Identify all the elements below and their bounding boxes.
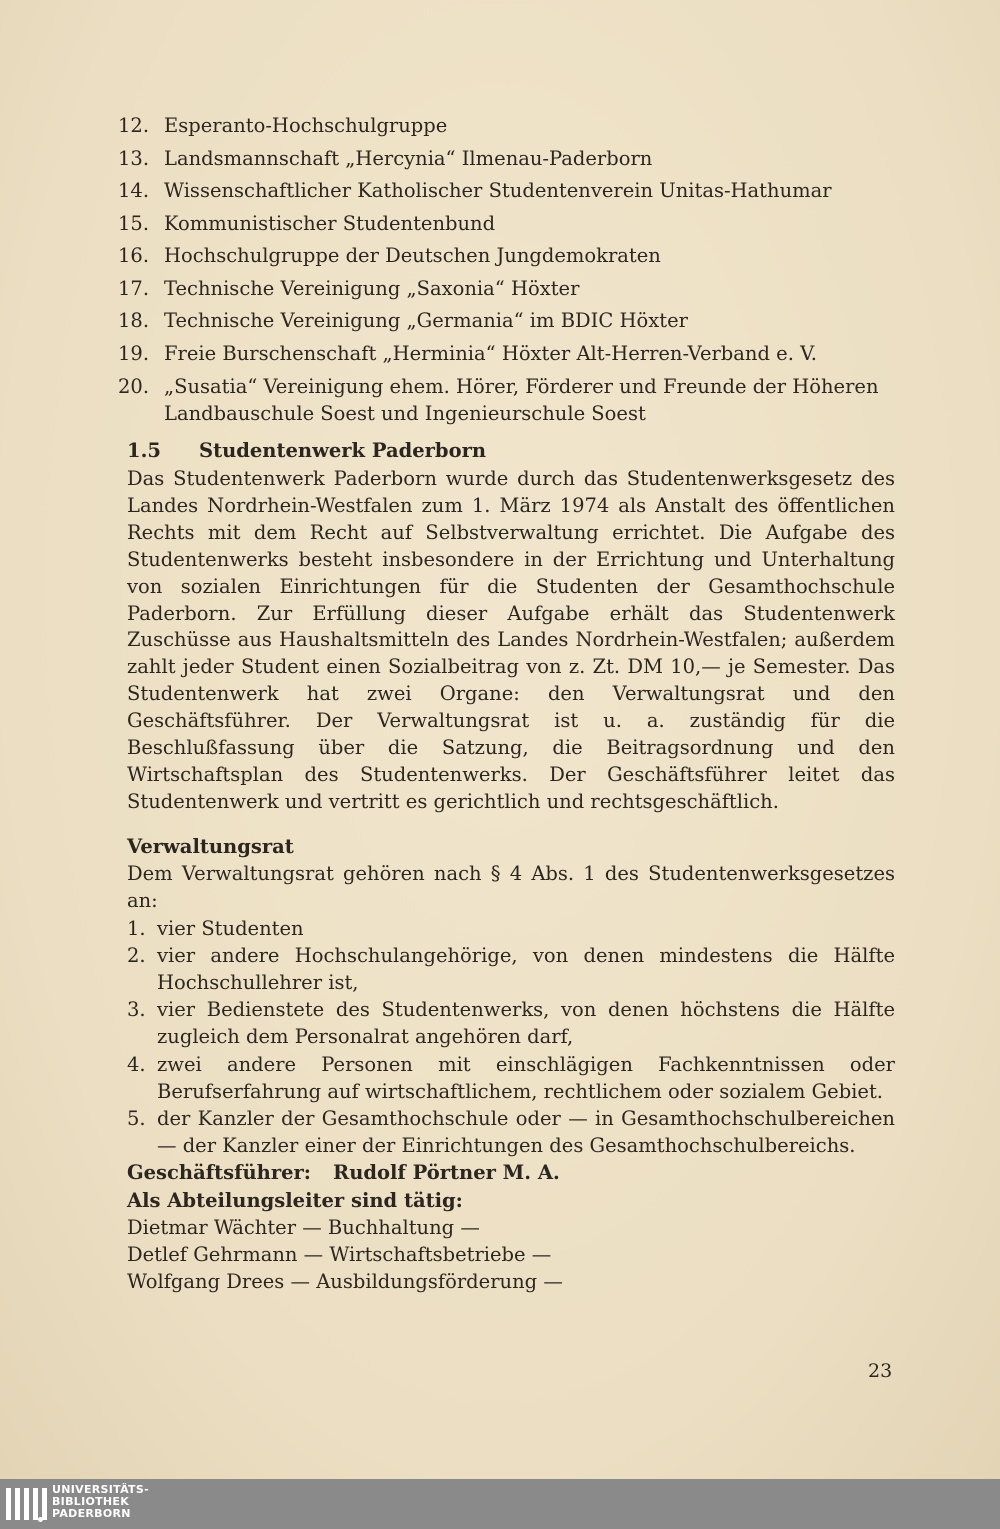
list-item: 1. vier Studenten [127,916,304,940]
department-head: Detlef Gehrmann — Wirtschaftsbetriebe — [127,1243,552,1267]
verwaltungsrat-members-list [127,915,895,1160]
verwaltungsrat-intro: Dem Verwaltungsrat gehören nach § 4 Abs. 1 des Studentenwerksgesetzes an: [127,861,895,912]
library-footer-bar [0,1479,1000,1529]
list-item: 17. Technische Vereinigung „Saxonia“ Höxter [118,276,580,300]
list-item: 16. Hochschulgruppe der Deutschen Jungdemokraten [118,244,661,267]
list-item: 19. Freie Burschenschaft „Herminia“ Höxter Alt-Herren-Verband e. V. [118,341,817,365]
page-number: 23 [868,1360,893,1382]
department-head: Wolfgang Drees — Ausbildungsförderung — [127,1269,563,1293]
list-item: 5. der Kanzler der Gesamthochschule oder — in Gesamthochschulbereichen — der Kanzler einer der Einrichtungen des Gesamthochschulbereichs. [127,1107,895,1158]
list-item: 14. Wissenschaftlicher Katholischer Studentenverein Unitas-Hathumar [118,179,832,202]
list-item: 15. Kommunistischer Studentenbund [118,211,496,235]
section-studentenwerk [127,436,895,1295]
library-logo-icon [6,1488,47,1520]
list-item: 12. Esperanto-Hochschulgruppe [118,114,448,137]
list-item: 13. Landsmannschaft „Hercynia“ Ilmenau-Paderborn [118,146,653,170]
logo-dot-icon [38,1517,43,1522]
verwaltungsrat-heading: Verwaltungsrat [127,834,294,858]
section-paragraph: Das Studentenwerk Paderborn wurde durch das Studentenwerksgesetz des Landes Nordrhein-Westfalen zum 1. März 1974 als Anstalt des öffentlichen Rechts mit dem Recht auf Selbstverwaltung errichtet. Die Aufgabe des Studentenwerks besteht insbesondere in der Errichtung und Unterhaltung von sozialen Einrichtungen für die Studenten der Gesamthochschule Paderborn. Zur Erfüllung dieser Aufgabe erhält das Studentenwerk Zuschüsse aus Haushaltsmitteln des Landes Nordrhein-Westfalen; außerdem zahlt jeder Student einen Sozialbeitrag von z. Zt. DM 10,— je Semester. Das Studentenwerk hat zwei Organe: den Verwaltungsrat und den Geschäftsführer. Der Verwaltungsrat ist u. a. zuständig für die Beschlußfassung über die Satzung, die Beitragsordnung und den Wirtschaftsplan des Studentenwerks. Der Geschäftsführer leitet das Studentenwerk und vertritt es gerichtlich und rechtsgeschäftlich. [127,467,895,813]
managing-director: Geschäftsführer: Rudolf Pörtner M. A. [127,1161,560,1185]
department-heads-heading: Als Abteilungsleiter sind tätig: [127,1189,463,1213]
list-item: 18. Technische Vereinigung „Germania“ im BDIC Höxter [118,309,688,332]
department-head: Dietmar Wächter — Buchhaltung — [127,1216,480,1240]
organizations-list [118,110,908,427]
list-item: 3. vier Bedienstete des Studentenwerks, von denen höchstens die Hälfte zugleich dem Personalrat angehören darf, [127,998,895,1049]
list-item: 4. zwei andere Personen mit einschlägigen Fachkenntnissen oder Berufserfahrung auf wirtschaftlichem, rechtlichem oder sozialem Gebiet. [127,1052,895,1103]
section-heading: 1.5 Studentenwerk Paderborn [127,439,487,462]
list-item: 20. „Susatia“ Vereinigung ehem. Hörer, Förderer und Freunde der Höheren Landbauschule Soest und Ingenieurschule Soest [118,375,879,425]
list-item: 2. vier andere Hochschulangehörige, von denen mindestens die Hälfte Hochschullehrer ist, [127,943,895,994]
library-name: UNIVERSITÄTS- BIBLIOTHEK PADERBORN [52,1483,149,1520]
